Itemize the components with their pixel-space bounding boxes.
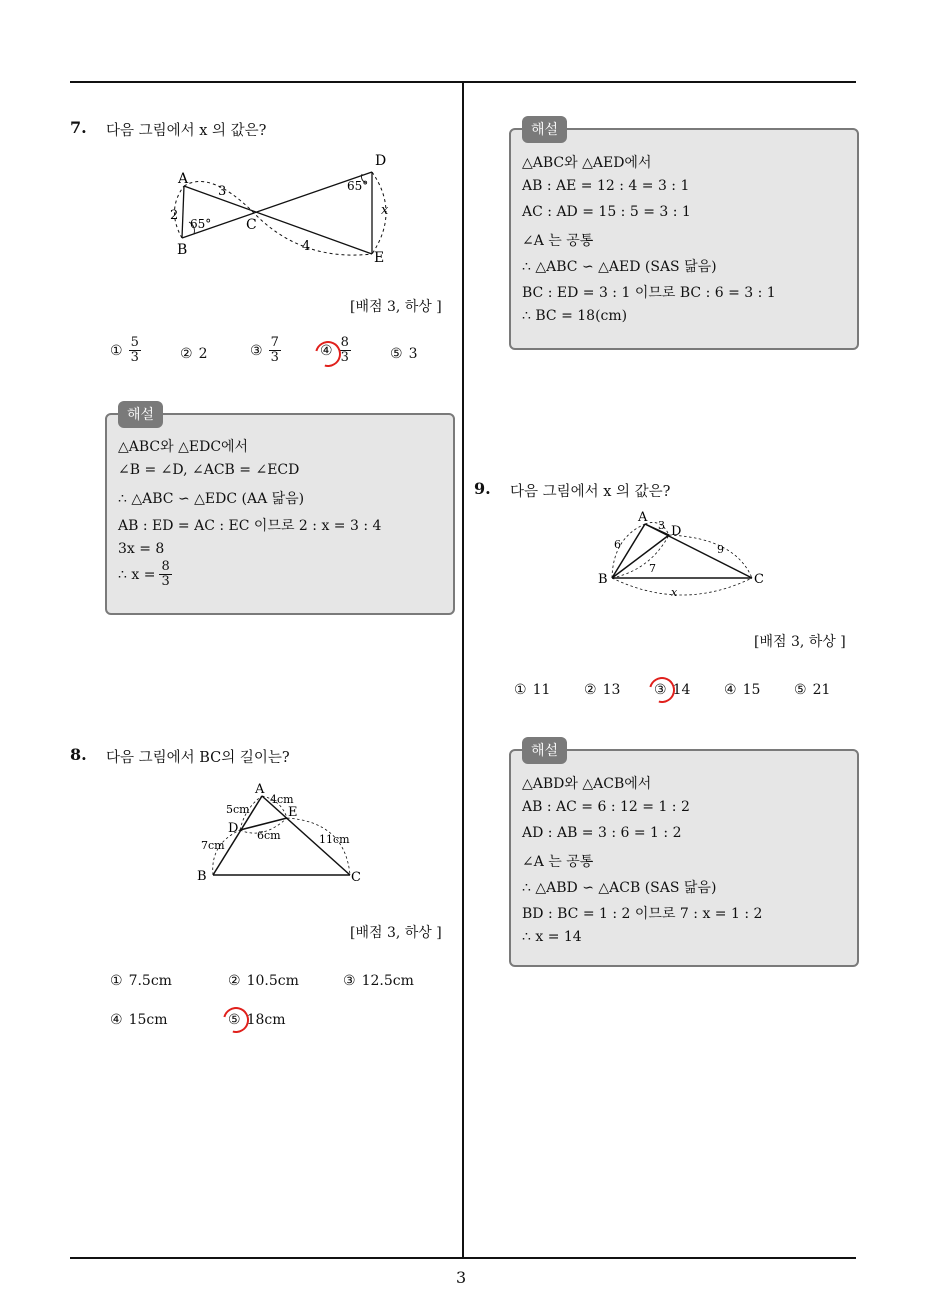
q9-label-ab: 6 — [614, 538, 621, 551]
q8-choice-5[interactable]: ⑤ 18cm — [228, 1012, 286, 1028]
q8-choice-1[interactable]: ① 7.5cm — [110, 973, 172, 989]
q8-sol-line-6: BC : ED = 3 : 1 이므로 BC : 6 = 3 : 1 — [522, 285, 776, 301]
q8-choice-4[interactable]: ④ 15cm — [110, 1012, 168, 1028]
q8-label-ec: 11cm — [319, 833, 350, 846]
q8-choice-2[interactable]: ② 10.5cm — [228, 973, 299, 989]
q7-label-B: B — [177, 242, 188, 258]
q9-label-D: D — [671, 524, 682, 539]
q9-sol-line-5: ∴ △ABD ∽ △ACB (SAS 닮음) — [522, 880, 717, 896]
q9-label-C: C — [754, 572, 764, 587]
q9-choice-4[interactable]: ④ 15 — [724, 682, 761, 698]
q8-label-db: 7cm — [201, 839, 225, 852]
q7-label-ac: 3 — [218, 184, 227, 199]
q7-solution-tab: 해설 — [118, 401, 163, 428]
q9-figure — [595, 508, 775, 603]
q8-meta: [배점 3, 하상 ] — [350, 925, 442, 941]
q9-choice-2[interactable]: ② 13 — [584, 682, 621, 698]
q7-figure — [160, 150, 410, 265]
q7-label-angD: 65° — [347, 179, 369, 193]
q8-label-de: 6cm — [257, 829, 281, 842]
q8-label-D: D — [228, 821, 239, 836]
q8-figure — [195, 780, 370, 885]
q7-label-de: x — [381, 203, 389, 218]
q9-solution-tab: 해설 — [522, 737, 567, 764]
q8-question: 다음 그림에서 BC의 길이는? — [106, 750, 290, 766]
q9-label-B: B — [598, 572, 608, 587]
q9-sol-line-2: AB : AC = 6 : 12 = 1 : 2 — [522, 799, 690, 815]
q7-choice-5[interactable]: ⑤ 3 — [390, 346, 418, 362]
q7-label-A: A — [178, 171, 189, 187]
q7-label-E: E — [374, 250, 385, 265]
q9-label-dc: 9 — [717, 543, 724, 556]
q7-sol-line-4: AB : ED = AC : EC 이므로 2 : x = 3 : 4 — [118, 518, 382, 534]
q7-label-angB: 65° — [190, 217, 212, 231]
q7-choice-2[interactable]: ② 2 — [180, 346, 208, 362]
q8-label-A: A — [255, 782, 265, 797]
q7-label-D: D — [375, 153, 387, 169]
q8-label-ae: 4cm — [270, 793, 294, 806]
q7-choice-3[interactable]: ③ $\frac{7}{3}$ — [250, 335, 279, 366]
q9-choice-1[interactable]: ① 11 — [514, 682, 551, 698]
q8-label-B: B — [197, 869, 207, 884]
q8-solution-tab: 해설 — [522, 116, 567, 143]
q8-sol-line-5: ∴ △ABC ∽ △AED (SAS 닮음) — [522, 259, 717, 275]
column-divider — [462, 82, 464, 1259]
q8-label-E: E — [288, 805, 298, 820]
q9-label-ad: 3 — [658, 519, 665, 532]
q7-label-ce: 4 — [302, 239, 311, 254]
q9-sol-line-3: AD : AB = 3 : 6 = 1 : 2 — [522, 825, 682, 841]
q8-sol-line-3: AC : AD = 15 : 5 = 3 : 1 — [522, 204, 691, 220]
q7-sol-line-5: 3x = 8 — [118, 541, 165, 557]
bottom-rule — [70, 1257, 856, 1259]
q7-label-C: C — [246, 217, 257, 233]
q8-sol-line-1: △ABC와 △AED에서 — [522, 155, 652, 171]
q7-number: 7. — [70, 118, 87, 137]
q7-sol-line-3: ∴ △ABC ∽ △EDC (AA 닮음) — [118, 491, 305, 507]
q9-choice-5[interactable]: ⑤ 21 — [794, 682, 831, 698]
q7-sol-line-1: △ABC와 △EDC에서 — [118, 439, 249, 455]
q9-choice-3[interactable]: ③ 14 — [654, 682, 691, 698]
q8-sol-line-2: AB : AE = 12 : 4 = 3 : 1 — [522, 178, 690, 194]
q9-selected-mark — [644, 672, 680, 708]
q7-meta: [배점 3, 하상 ] — [350, 299, 442, 315]
q9-number: 9. — [474, 479, 491, 498]
q7-choice-1[interactable]: ① $\frac{5}{3}$ — [110, 335, 139, 366]
q9-sol-line-4: ∠A 는 공통 — [522, 854, 594, 870]
q7-label-ab: 2 — [170, 208, 179, 223]
page-number: 3 — [456, 1268, 467, 1287]
q9-sol-line-6: BD : BC = 1 : 2 이므로 7 : x = 1 : 2 — [522, 906, 763, 922]
q7-sol-line-2: ∠B = ∠D, ∠ACB = ∠ECD — [118, 462, 300, 478]
q8-sol-line-4: ∠A 는 공통 — [522, 233, 594, 249]
q9-label-bc: x — [671, 586, 678, 599]
q9-meta: [배점 3, 하상 ] — [754, 634, 846, 650]
q8-label-ad: 5cm — [226, 803, 250, 816]
q8-label-C: C — [351, 870, 361, 885]
q8-number: 8. — [70, 745, 87, 764]
q7-sol-line-6: ∴ x = $\frac{8}{3}$ — [118, 559, 170, 590]
q7-question: 다음 그림에서 x 의 값은? — [106, 123, 267, 139]
q7-choice-4[interactable]: ④ $\frac{8}{3}$ — [320, 335, 349, 366]
q9-label-A: A — [638, 510, 648, 525]
q9-question: 다음 그림에서 x 의 값은? — [510, 484, 671, 500]
q8-sol-line-7: ∴ BC = 18(cm) — [522, 308, 628, 324]
q8-choice-3[interactable]: ③ 12.5cm — [343, 973, 414, 989]
q9-sol-line-1: △ABD와 △ACB에서 — [522, 776, 652, 792]
q9-sol-line-7: ∴ x = 14 — [522, 929, 582, 945]
q8-selected-mark — [218, 1002, 254, 1038]
q9-label-bd: 7 — [649, 562, 656, 575]
